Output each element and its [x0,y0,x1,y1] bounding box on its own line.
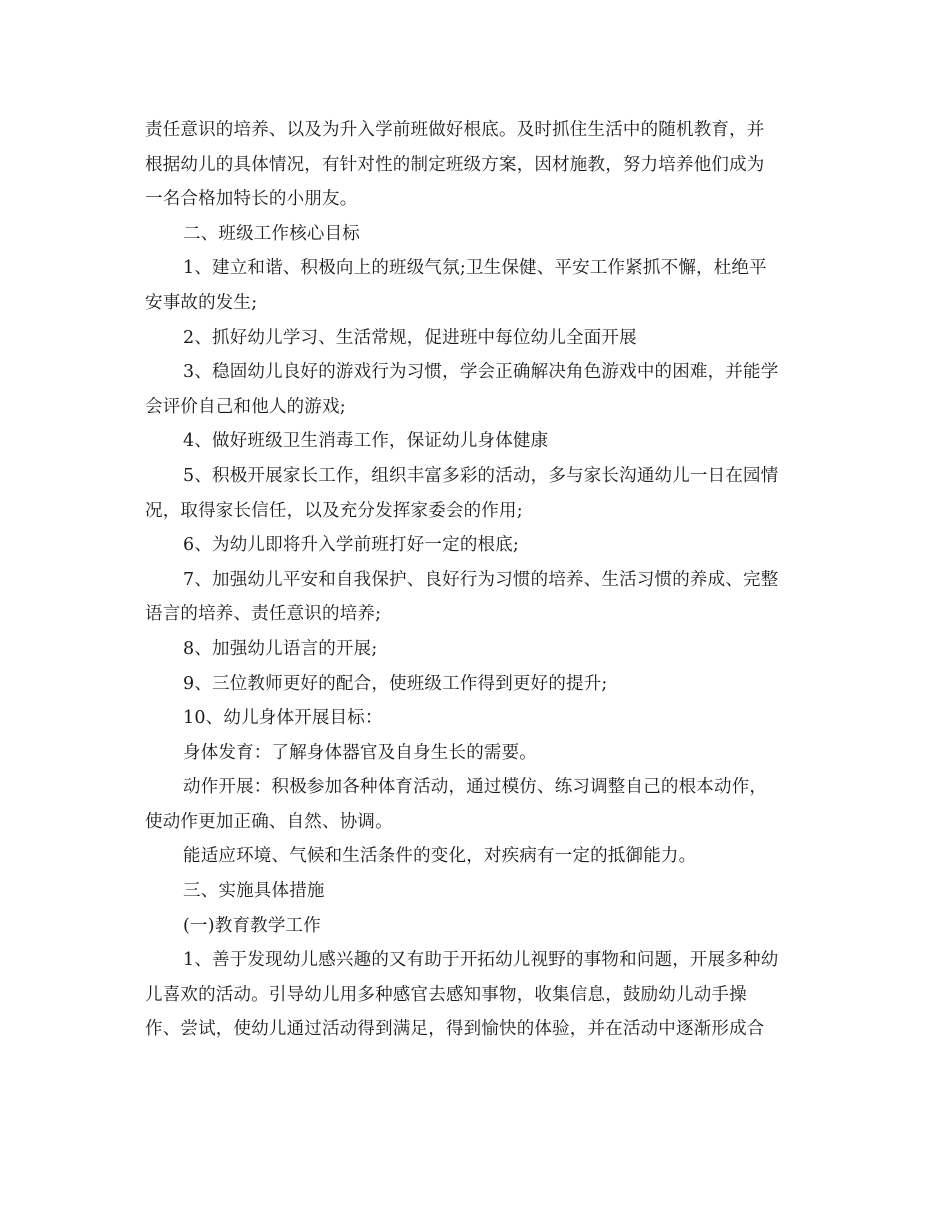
text-line: 责任意识的培养、以及为升入学前班做好根底。及时抓住生活中的随机教育，并 [145,120,765,140]
text-line: 7、加强幼儿平安和自我保护、良好行为习惯的培养、生活习惯的养成、完整 [183,569,779,590]
text-line: 一名合格加特长的小朋友。 [145,189,358,210]
text-line: 安事故的发生; [145,292,258,313]
text-line: 根据幼儿的具体情况，有针对性的制定班级方案，因材施教，努力培养他们成为 [145,154,765,175]
text-line: 身体发育：了解身体器官及自身生长的需要。 [183,742,537,763]
document-body [145,113,810,1047]
text-line: 二、班级工作核心目标 [183,223,360,244]
text-line: 儿喜欢的活动。引导幼儿用多种感官去感知事物，收集信息，鼓励幼儿动手操 [145,984,747,1005]
text-line: 能适应环境、气候和生活条件的变化，对疾病有一定的抵御能力。 [183,846,697,867]
text-line: 1、善于发现幼儿感兴趣的又有助于开拓幼儿视野的事物和问题，开展多种幼 [183,950,779,971]
text-line: 动作开展：积极参加各种体育活动，通过模仿、练习调整自己的根本动作， [183,777,768,798]
text-line: 10、幼儿身体开展目标： [183,708,383,729]
text-line: 8、加强幼儿语言的开展; [183,638,378,659]
text-line: 语言的培养、责任意识的培养; [145,604,382,625]
text-line: 1、建立和谐、积极向上的班级气氛;卫生保健、平安工作紧抓不懈，杜绝平 [183,258,767,279]
text-line: 2、抓好幼儿学习、生活常规，促进班中每位幼儿全面开展 [183,327,637,348]
text-line: 况，取得家长信任，以及充分发挥家委会的作用; [145,500,523,521]
text-line: 会评价自己和他人的游戏; [145,396,346,417]
text-line: 9、三位教师更好的配合，使班级工作得到更好的提升; [183,673,608,694]
text-line: 5、积极开展家长工作，组织丰富多彩的活动，多与家长沟通幼儿一日在园情 [183,465,779,486]
text-line: 6、为幼儿即将升入学前班打好一定的根底; [183,535,520,556]
text-line: 3、稳固幼儿良好的游戏行为习惯，学会正确解决角色游戏中的困难，并能学 [183,362,779,383]
text-line: (一)教育教学工作 [183,915,321,936]
text-line: 三、实施具体措施 [183,881,325,902]
text-line: 作、尝试，使幼儿通过活动得到满足，得到愉快的体验，并在活动中逐渐形成合 [145,1019,765,1040]
text-line: 使动作更加正确、自然、协调。 [145,811,393,832]
text-line: 4、做好班级卫生消毒工作，保证幼儿身体健康 [183,431,549,452]
